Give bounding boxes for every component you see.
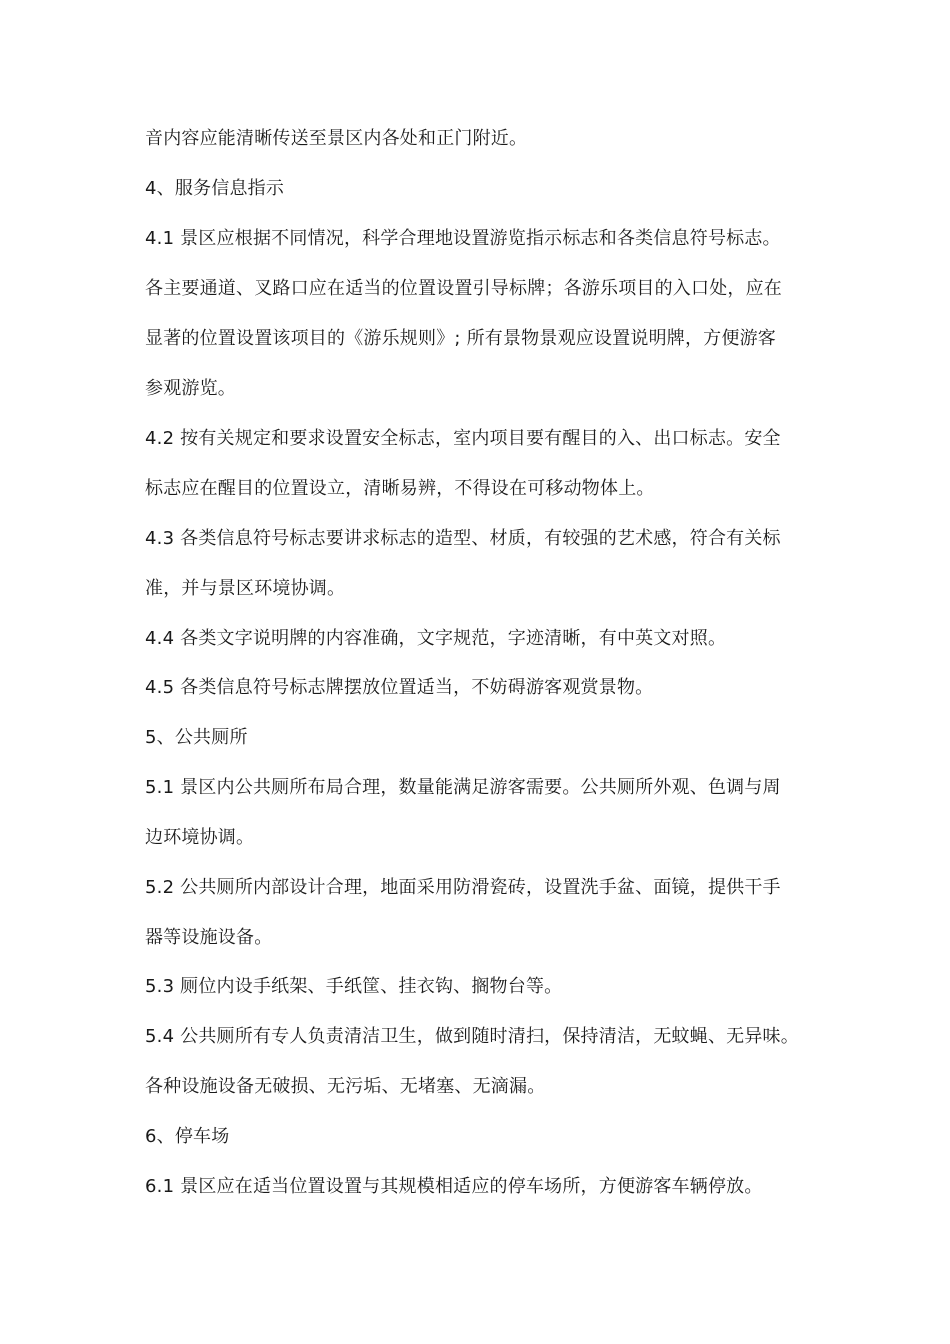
text-line: 4.3 各类信息符号标志要讲求标志的造型、材质，有较强的艺术感，符合有关标 [145,528,781,549]
text-line: 边环境协调。 [145,827,255,848]
text-line: 5.1 景区内公共厕所布局合理，数量能满足游客需要。公共厕所外观、色调与周 [145,777,781,798]
text-line: 4.2 按有关规定和要求设置安全标志，室内项目要有醒目的入、出口标志。安全 [145,428,781,449]
section-heading: 5、公共厕所 [145,727,248,748]
text-line: 参观游览。 [145,378,236,399]
text-line: 5.3 厕位内设手纸架、手纸筐、挂衣钩、搁物台等。 [145,976,563,997]
text-line: 5.4 公共厕所有专人负责清洁卫生，做到随时清扫，保持清洁，无蚊蝇、无异味。 [145,1026,799,1047]
text-line: 5.2 公共厕所内部设计合理，地面采用防滑瓷砖，设置洗手盆、面镜，提供干手 [145,877,781,898]
section-heading: 4、服务信息指示 [145,178,285,199]
text-line: 各种设施设备无破损、无污垢、无堵塞、无滴漏。 [145,1076,546,1097]
text-line: 4.1 景区应根据不同情况，科学合理地设置游览指示标志和各类信息符号标志。 [145,228,781,249]
text-line: 标志应在醒目的位置设立，清晰易辨，不得设在可移动物体上。 [145,478,655,499]
text-line: 器等设施设备。 [145,927,273,948]
text-line: 准，并与景区环境协调。 [145,578,346,599]
section-heading: 6、停车场 [145,1126,230,1147]
text-line: 4.5 各类信息符号标志牌摆放位置适当，不妨碍游客观赏景物。 [145,677,654,698]
text-line: 各主要通道、叉路口应在适当的位置设置引导标牌；各游乐项目的入口处，应在 [145,278,782,299]
text-line: 6.1 景区应在适当位置设置与其规模相适应的停车场所，方便游客车辆停放。 [145,1176,763,1197]
text-line: 音内容应能清晰传送至景区内各处和正门附近。 [145,128,528,149]
text-line: 4.4 各类文字说明牌的内容准确，文字规范，字迹清晰，有中英文对照。 [145,628,727,649]
text-line: 显著的位置设置该项目的《游乐规则》; 所有景物景观应设置说明牌，方便游客 [145,328,776,349]
